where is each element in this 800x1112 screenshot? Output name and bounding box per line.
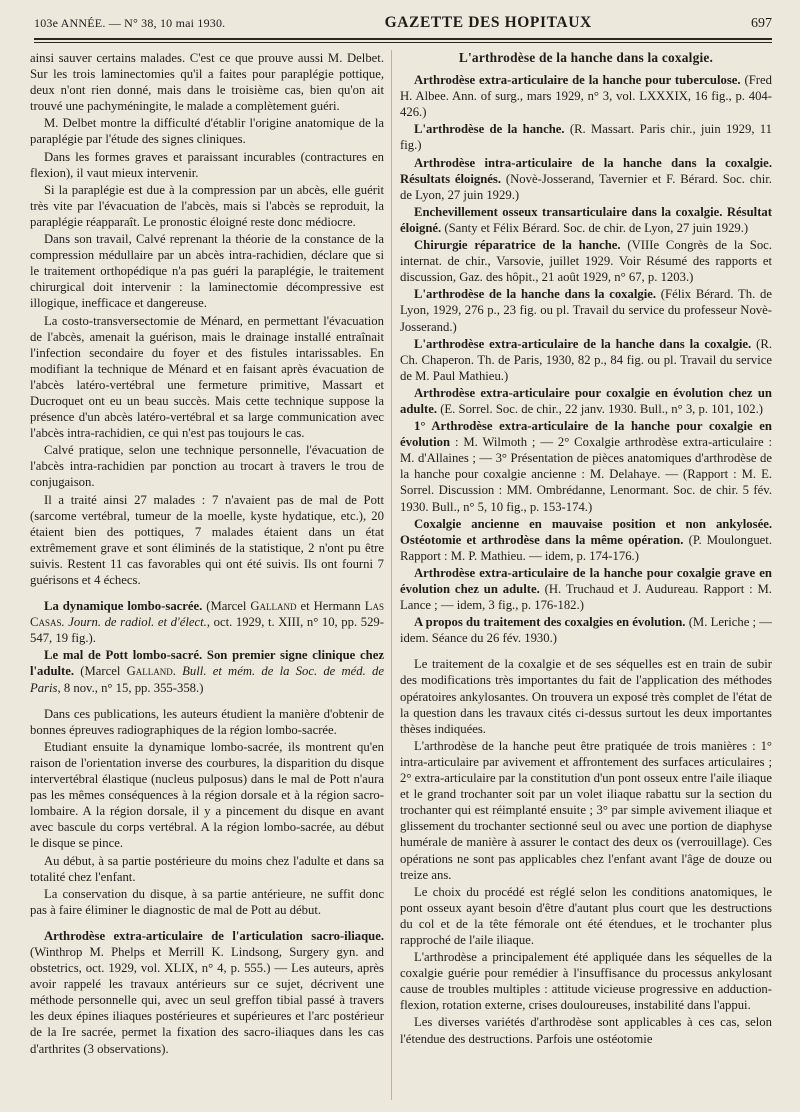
reference-journal: . Journ. de radiol. et d'élect. [61,615,207,630]
paragraph: Si la paraplégie est due à la compression par un abcès, elle guérit très vite par l'évacuation de l'abcès, mais si l'abcès se reproduit, la paraplégie réapparaît. Le pronostic éloigné reste donc médiocre. [30,182,384,229]
reference-title: Arthrodèse extra-articulaire de l'articulation sacro-iliaque. [44,928,384,943]
reference-title: Arthrodèse intra-articulaire de la hanche dans la coxalgie. Résultats éloignés. [400,155,772,186]
paragraph: La conservation du disque, à sa partie antérieure, ne suffit donc pas à faire éliminer le diagnostic de mal de Pott au début. [30,886,384,917]
paragraph: Etudiant ensuite la dynamique lombo-sacrée, ils montrent qu'en raison de l'orientation inverse des courbures, la disparition du disque intervertébral élastique (nucleus pulposus) dans le mal de Pott n'aura pas les mêmes conséquences à la région dorsale et à la région sacro-lombaire. A la région dorsale, il y a pincement du disque en avant avec bascule du corps vertébral. A la région lombo-sacrée, au début le disque se pince. [30,739,384,851]
paragraph: M. Delbet montre la difficulté d'établir l'origine anatomique de la paraplégie par l'étude des signes cliniques. [30,116,384,147]
page-number: 697 [751,16,772,31]
reference-title: 1° Arthrodèse extra-articulaire de la hanche pour coxalgie en évolution [400,419,772,450]
reference-text: (Fred H. Albee. Ann. of surg., mars 1929, n° 3, vol. LXXXIX, 16 fig., p. 404-426.) [400,73,772,120]
paragraph: Les diverses variétés d'arthrodèse sont applicables à ces cas, selon l'étendue des destructions. Parfois une ostéotomie [400,1015,772,1046]
bibliographic-reference [400,237,772,285]
section-title: L'arthrodèse de la hanche dans la coxalgie. [458,50,714,65]
reference-text: (P. Moulonguet. Rapport : M. P. Mathieu. — idem, p. 174-176.) [400,532,772,563]
reference-text: (E. Sorrel. Soc. de chir., 22 janv. 1930. Bull., n° 3, p. 101, 102.) [437,401,763,416]
reference-title: L'arthrodèse extra-articulaire de la hanche dans la coxalgie. [414,336,752,351]
reference-title: A propos du traitement des coxalgies en évolution. [414,615,686,630]
bibliographic-reference [30,928,384,1057]
reference-text: (VIIIe Congrès de la Soc. internat. de chir., Varsovie, juillet 1929. Voir Résumé des rapports et discussion, Gaz. des hôpit., 21 août 1929, n° 67, p. 1203.) [400,238,772,285]
reference-title: Coxalgie ancienne en mauvaise position et non ankylosée. Ostéotomie et arthrodèse dans la même opération. [400,516,772,547]
journal-title: GAZETTE DES HOPITAUX [384,14,592,31]
paragraph: Dans les formes graves et paraissant incurables (contractures en flexion), il vaut mieux intervenir. [30,149,384,180]
reference-title: Chirurgie réparatrice de la hanche. [414,238,621,253]
reference-title: La dynamique lombo-sacrée. [44,599,203,614]
paragraph: Au début, à sa partie postérieure du moins chez l'adulte et dans sa totalité chez l'enfant. [30,853,384,884]
issue-info: 103e ANNÉE. — N° 38, 10 mai 1930. [34,16,226,30]
bibliographic-reference [400,614,772,646]
bibliographic-reference [400,418,772,515]
reference-title: Arthrodèse extra-articulaire pour coxalgie en évolution chez un adulte. [400,385,772,416]
left-column [30,50,384,1106]
bibliographic-reference [400,336,772,384]
bibliographic-reference [400,72,772,120]
paragraph: Le traitement de la coxalgie et de ses séquelles est en train de subir des modifications très importantes du fait de l'application des méthodes opératoires ankylosantes. On trouvera un exposé très complet de l'état de la question dans les travaux cités ci-dessus surtout les deux importantes thèses indiquées. [400,657,772,736]
reference-title: L'arthrodèse de la hanche. [414,122,565,137]
bibliographic-reference [400,286,772,334]
reference-text: : M. Wilmoth ; — 2° Coxalgie arthrodèse extra-articulaire : M. d'Allaines ; — 3° Présentation de pièces anatomiques d'arthrodèse de la hanche pour coxalgie ancienne : M. Delahaye. — (Rapport : M. E. Sorrel. Discussion : MM. Ombrédanne, Lenormant. Soc. de chir. 5 fév. 1930. Bull., n° 5, 10 fig., p. 153-174.) [400,435,772,514]
reference-text: (R. Ch. Chaperon. Th. de Paris, 1930, 82 p., 84 fig. ou pl. Travail du service de M. Paul Mathieu.) [400,336,772,383]
reference-text: (R. Massart. Paris chir., juin 1929, 11 fig.) [400,122,772,153]
bibliographic-reference [400,516,772,564]
paragraph: Dans ces publications, les auteurs étudient la manière d'obtenir de bonnes épreuves radiographiques de la région lombo-sacrée. [30,706,384,737]
page-header [34,14,772,36]
reference-title: Arthrodèse extra-articulaire de la hanche pour tuberculose. [414,73,741,88]
bibliographic-reference [400,204,772,236]
reference-journal: Bull. et mém. de la Soc. de méd. de Paris [30,664,384,695]
bibliographic-reference [400,565,772,613]
bibliographic-reference: La dynamique lombo-sacrée. (Marcel Galland et Hermann Las Casas. Journ. de radiol. et d'élect., oct. 1929, t. XIII, n° 10, pp. 529-547, 19 fig.). [30,599,384,646]
paragraph: Le choix du procédé est réglé selon les conditions anatomiques, le pont osseux ayant besoin d'être d'autant plus court que les destructions du col et de la tête fémorale ont été étendues, et le trochanter plus rapproché de l'aile iliaque. [400,884,772,947]
header-rule-thin [34,42,772,43]
paragraph: L'arthrodèse a principalement été appliquée dans les séquelles de la coxalgie guérie pour remédier à l'insuffisance du processus ankylosant cause de troubles multiples : attitude vicieuse progressive en adduction-flexion, rotation externe, crises douloureuses, instabilité dans l'appui. [400,950,772,1013]
bibliographic-reference [400,155,772,203]
reference-title: L'arthrodèse de la hanche dans la coxalgie. [414,287,657,302]
right-column [400,50,772,1106]
reference-author: Galland [250,599,297,614]
bibliographic-reference [400,385,772,417]
paragraph: ainsi sauver certains malades. C'est ce que prouve aussi M. Delbet. Sur les trois laminectomies qu'il a faites pour paraplégie pottique, deux n'ont rien donné, mais dans le troisième cas, bien qu'on ait trouvé une pachyméningite, le malade a complètement guéri. [30,51,384,114]
paragraph: Dans son travail, Calvé reprenant la théorie de la constance de la compression médullaire par un abcès intra-rachidien, déclare que si le traitement orthopédique n'a pas guéri la paraplégie, le traitement chirurgical doit intervenir : la laminectomie décompressive est illogique, inefficace et dangereuse. [30,232,384,311]
reference-title: Enchevillement osseux transarticulaire dans la coxalgie. Résultat éloigné. [400,204,772,235]
reference-text: (Winthrop M. Phelps et Merrill K. Lindsong, Surgery gyn. and obstetrics, oct. 1929, vol. XLIX, n° 4, p. 555.) — Les auteurs, après avoir rappelé les travaux antérieurs sur ce sujet, décrivent une méthode personnelle qui, avec un seul greffon tibial passé à travers les deux épines iliaques postérieures et supérieures et l'arc postérieur de la Ire sacrée, permet la fixation des sacro-iliaques dans les cas d'arthrites (3 observations). [30,944,384,1056]
reference-text: (Novè-Josserand, Tavernier et F. Bérard. Soc. chir. de Lyon, 27 juin 1929.) [400,171,772,202]
reference-title: Le mal de Pott lombo-sacré. Son premier signe clinique chez l'adulte. [30,648,384,679]
paragraph: L'arthrodèse de la hanche peut être pratiquée de trois manières : 1° intra-articulaire par avivement et affrontement des surfaces articulaires ; 2° extra-articulaire par la constitution d'un pont osseux entre l'aile iliaque et le grand trochanter soit par un volet iliaque rabattu sur la section du trochanter qui est réimplanté ensuite ; 3° par simple avivement iliaque et glissement du trochanter sectionné seul ou avec une portion de diaphyse humérale de manière à assurer le contact des deux os (verrouillage). Ces opérations ne sont pas applicables chez l'enfant avant l'âge de douze ou treize ans. [400,738,772,882]
reference-text: (Santy et Félix Bérard. Soc. de chir. de Lyon, 27 juin 1929.) [441,220,749,235]
paragraph: La costo-transversectomie de Ménard, en permettant l'évacuation de l'abcès, amenait la guérison, mais le drainage installé entraînait l'infection secondaire du foyer et des fistules intarissables. En modifiant la technique de Ménard et en faisant après évacuation de l'abcès latéro-vertébral une fermeture primitive, Massart et Ducroquet ont eu un beau succès. Mais cette technique suppose la présence d'un abcès latéro-vertébral et sa large communication avec l'abcès intra-rachidien, ce qui n'est pas toujours le cas. [30,313,384,441]
reference-author: Galland [126,664,173,679]
paragraph: Il a traité ainsi 27 malades : 7 n'avaient pas de mal de Pott (sarcome vertébral, tumeur de la moelle, kyste hydatique, etc.), 20 étaient bien des pottiques, 7 malades étaient dans un état extrêmement grave et sont éliminés de la statistique, 2 n'ont pu être suivis. Restent 11 cas favorables qui ont été suivis. Ils ont fourni 7 guérisons et 4 échecs. [30,492,384,587]
reference-author: Las Casas [30,599,384,630]
header-rule [34,38,772,40]
reference-text: (M. Leriche ; — idem. Séance du 26 fév. 1930.) [400,615,772,646]
column-divider [391,50,392,1100]
bibliographic-reference: Le mal de Pott lombo-sacré. Son premier signe clinique chez l'adulte. (Marcel Galland. Bull. et mém. de la Soc. de méd. de Paris, 8 nov., n° 15, pp. 355-358.) [30,648,384,695]
reference-list [400,72,772,646]
reference-text: (Félix Bérard. Th. de Lyon, 1929, 276 p., 23 fig. ou pl. Travail du service du professeur Novè-Josserand.) [400,287,772,334]
bibliographic-reference [400,121,772,153]
reference-title: Arthrodèse extra-articulaire de la hanche pour coxalgie grave en évolution chez un adulte. [400,565,772,596]
paragraph: Calvé pratique, selon une technique personnelle, l'évacuation de l'abcès intra-rachidien par ponction au trocart à travers le trou de conjugaison. [30,443,384,490]
article-body [400,656,772,1046]
reference-text: (H. Truchaud et J. Audureau. Rapport : M. Lance ; — idem, 3 fig., p. 176-182.) [400,582,772,613]
